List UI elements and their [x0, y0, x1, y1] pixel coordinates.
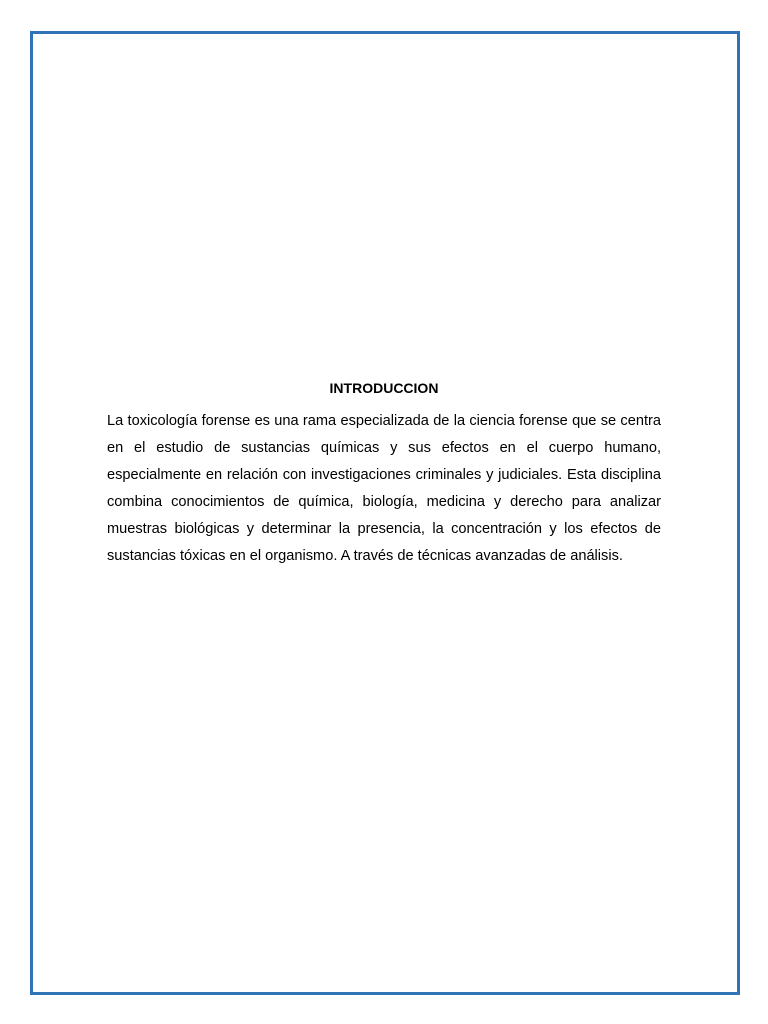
section-heading: INTRODUCCION: [329, 380, 439, 396]
introduction-paragraph: La toxicología forense es una rama especializada de la ciencia forense que se centra en el estudio de sustancias químicas y sus efectos en el cuerpo humano, especialmente en relación con investigaciones criminales y judiciales. Esta disciplina combina conocimientos de química, biología, medicina y derecho para analizar muestras biológicas y determinar la presencia, la concentración y los efectos de sustancias tóxicas en el organismo. A través de técnicas avanzadas de análisis.: [107, 413, 661, 564]
document-content: [107, 378, 661, 570]
